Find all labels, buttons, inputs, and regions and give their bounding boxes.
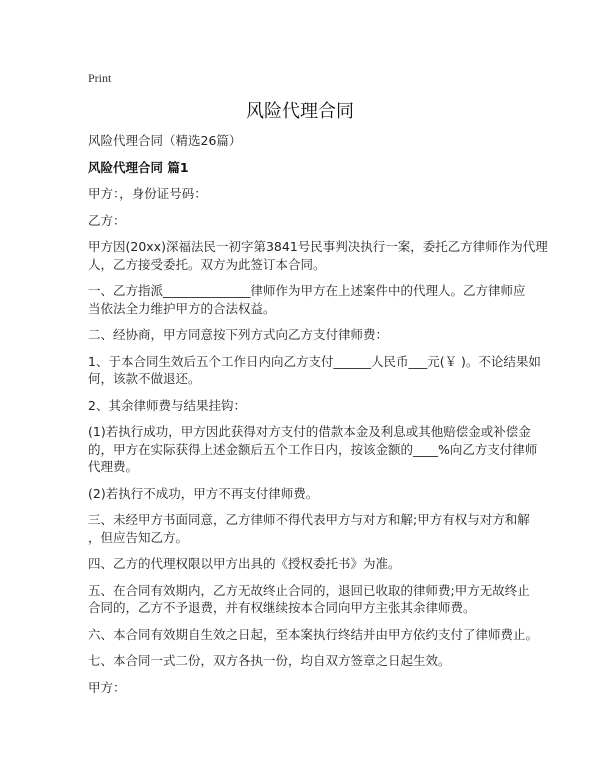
paragraph: [88, 555, 528, 573]
paragraph-line: 人，乙方接受委托。双方为此签订本合同。: [88, 256, 326, 272]
paragraph: [88, 423, 538, 476]
paragraph: [88, 626, 539, 644]
paragraph-line: 二、经协商，甲方同意按下列方式向乙方支付律师费：: [88, 327, 389, 342]
paragraph: [88, 212, 528, 230]
paragraph-line: 甲方：，身份证号码：: [88, 186, 207, 201]
paragraph-line: 五、在合同有效期内，乙方无故终止合同的，退回已收取的律师费;甲方无故终止: [88, 582, 530, 598]
paragraph-line: ，但应告知乙方。: [88, 529, 189, 545]
paragraph-line: 的，甲方在实际获得上述金额后五个工作日内，按该金额的____%向乙方支付律师: [88, 441, 538, 457]
section-heading: 风险代理合同 篇1: [88, 159, 189, 175]
paragraph: [88, 353, 541, 388]
paragraph: [88, 582, 528, 617]
paragraph-line: 六、本合同有效期自生效之日起，至本案执行终结并由甲方依约支付了律师费止。: [88, 626, 539, 642]
paragraph-list: [88, 185, 548, 696]
paragraph-line: 四、乙方的代理权限以甲方出具的《授权委托书》为准。: [88, 556, 401, 571]
paragraph: [88, 238, 548, 273]
paragraph-line: 当依法全力维护甲方的合法权益。: [88, 300, 276, 316]
paragraph: [88, 185, 528, 203]
print-link[interactable]: Print: [88, 71, 112, 85]
paragraph-line: 1、于本合同生效后五个工作日内向乙方支付______人民币___元(￥ )。不论结果如: [88, 353, 541, 369]
paragraph: [88, 485, 528, 503]
document-title: 风险代理合同: [246, 101, 354, 122]
paragraph: [88, 397, 528, 415]
paragraph: [88, 679, 528, 697]
paragraph-line: 2、其余律师费与结果挂钩：: [88, 397, 246, 413]
paragraph-line: 何，该款不做退还。: [88, 371, 201, 386]
paragraph: [88, 326, 528, 344]
paragraph-line: (1)若执行成功，甲方因此获得对方支付的借款本金及利息或其他赔偿金或补偿金: [88, 424, 531, 439]
paragraph-line: 一、乙方指派______________律师作为甲方在上述案件中的代理人。乙方律师应: [88, 283, 526, 298]
paragraph-line: 代理费。: [88, 459, 139, 474]
paragraph-line: 三、未经甲方书面同意，乙方律师不得代表甲方与对方和解;甲方有权与对方和解: [88, 512, 530, 527]
paragraph-line: 合同的，乙方不予退费，并有权继续按本合同向甲方主张其余律师费。: [88, 600, 476, 615]
paragraph-line: 甲方因(20xx)深福法民一初字第3841号民事判决执行一案，委托乙方律师作为代理: [88, 239, 548, 254]
paragraph-line: 乙方：: [88, 212, 126, 228]
paragraph-line: 七、本合同一式二份，双方各执一份，均自双方签章之日起生效。: [88, 653, 451, 668]
paragraph: [88, 282, 528, 317]
paragraph-line: 甲方：: [88, 679, 126, 695]
paragraph-line: (2)若执行不成功，甲方不再支付律师费。: [88, 485, 319, 501]
paragraph: [88, 652, 528, 670]
paragraph: [88, 511, 528, 546]
document-body: [88, 132, 548, 705]
document-subtitle: 风险代理合同（精选26篇）: [88, 133, 242, 148]
